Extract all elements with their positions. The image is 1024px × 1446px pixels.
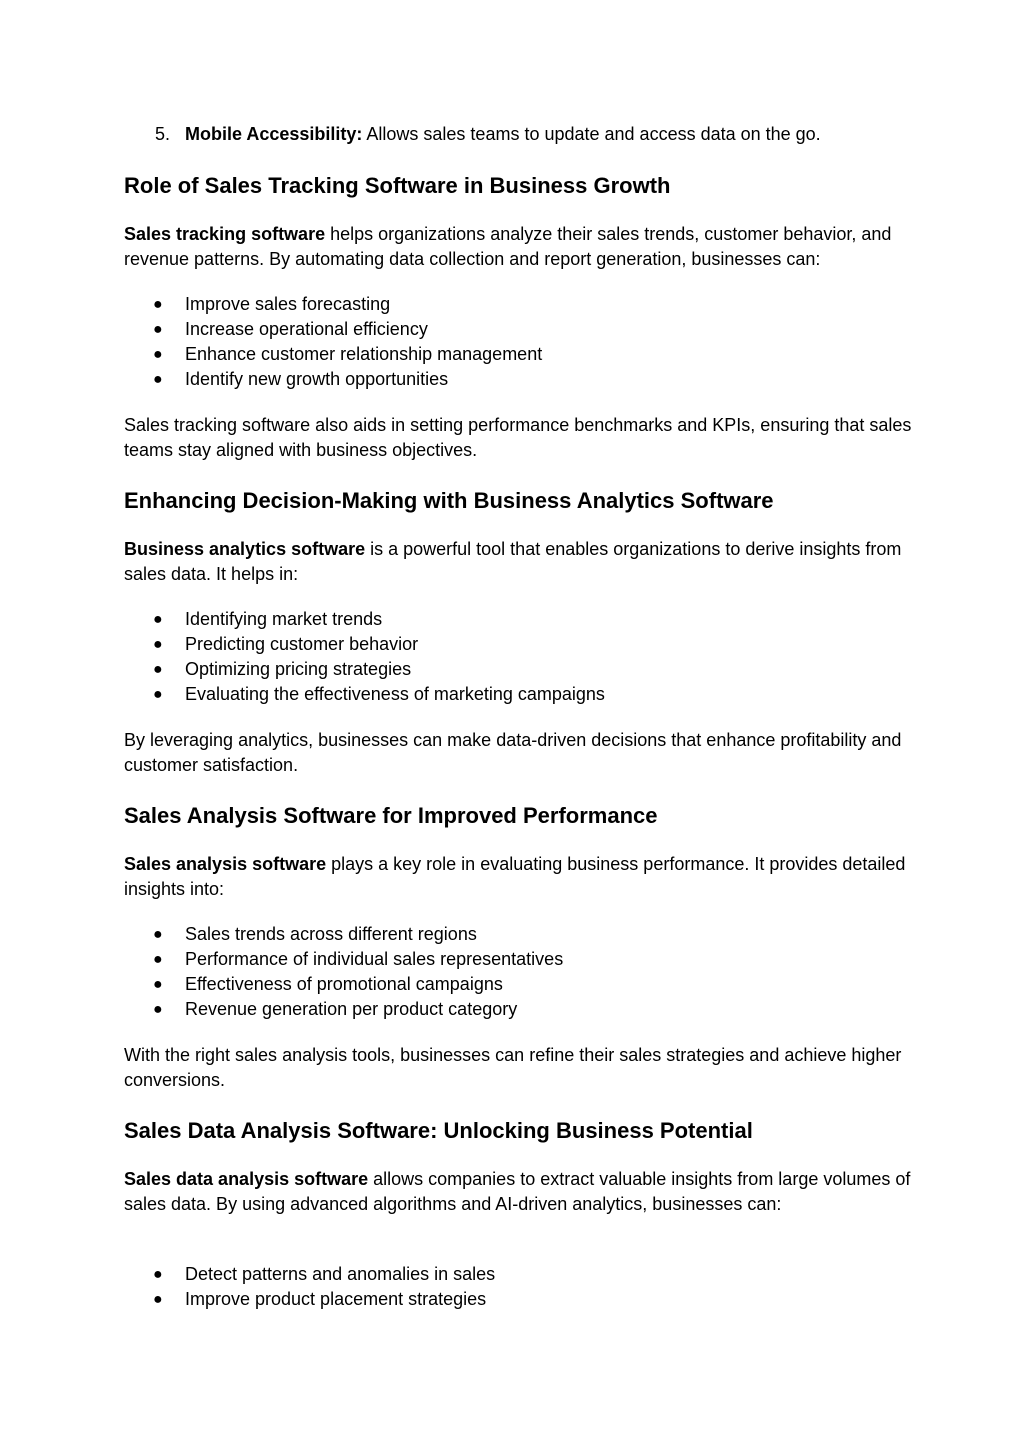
item-bold-label: Mobile Accessibility: <box>185 124 363 144</box>
bullet-icon: ● <box>153 951 163 968</box>
bullet-icon: ● <box>153 661 163 678</box>
list-item <box>124 317 914 342</box>
section-heading: Sales Analysis Software for Improved Performance <box>124 803 658 828</box>
list-item-text: Revenue generation per product category <box>185 999 518 1019</box>
list-item <box>124 972 914 997</box>
bullet-icon: ● <box>153 976 163 993</box>
section-heading: Role of Sales Tracking Software in Business Growth <box>124 173 671 198</box>
list-item <box>124 1262 914 1287</box>
intro-bold: Sales tracking software <box>124 224 326 244</box>
bullet-icon: ● <box>153 321 163 338</box>
list-item-text: Performance of individual sales representatives <box>185 949 564 969</box>
list-item <box>124 607 914 632</box>
list-item-text: Improve product placement strategies <box>185 1289 487 1309</box>
list-item <box>124 632 914 657</box>
bullet-icon: ● <box>153 636 163 653</box>
bullet-list <box>124 607 914 707</box>
intro-text: allows companies to extract valuable insights from large volumes of sales data. By using advanced algorithms and AI-driven analytics, businesses can: <box>124 1169 911 1214</box>
list-item <box>124 922 914 947</box>
section-intro <box>124 222 914 272</box>
list-item-text: Effectiveness of promotional campaigns <box>185 974 503 994</box>
bullet-icon: ● <box>153 611 163 628</box>
section-intro <box>124 852 914 902</box>
list-item <box>124 367 914 392</box>
list-number: 5. <box>155 124 171 144</box>
list-item-text: Identify new growth opportunities <box>185 369 449 389</box>
section-intro <box>124 1167 914 1217</box>
list-item <box>124 1287 914 1312</box>
list-item <box>124 682 914 707</box>
section-intro <box>124 537 914 587</box>
list-item-text: Identifying market trends <box>185 609 383 629</box>
item-text: Allows sales teams to update and access data on the go. <box>362 124 821 144</box>
list-item-text: Predicting customer behavior <box>185 634 419 654</box>
bullet-icon: ● <box>153 686 163 703</box>
intro-bold: Sales data analysis software <box>124 1169 369 1189</box>
bullet-list <box>124 922 914 1022</box>
bullet-icon: ● <box>153 1291 163 1308</box>
bullet-icon: ● <box>153 1266 163 1283</box>
bullet-icon: ● <box>153 371 163 388</box>
bullet-icon: ● <box>153 926 163 943</box>
list-item <box>124 122 914 147</box>
section-outro: With the right sales analysis tools, businesses can refine their sales strategies and achieve higher conversions. <box>124 1045 902 1090</box>
bullet-icon: ● <box>153 296 163 313</box>
list-item-text: Enhance customer relationship management <box>185 344 543 364</box>
list-item-text: Improve sales forecasting <box>185 294 391 314</box>
intro-text: helps organizations analyze their sales trends, customer behavior, and revenue patterns. By automating data collection and report generation, businesses can: <box>124 224 892 269</box>
list-item-text: Detect patterns and anomalies in sales <box>185 1264 496 1284</box>
intro-text: is a powerful tool that enables organizations to derive insights from sales data. It helps in: <box>124 539 902 584</box>
list-item <box>124 292 914 317</box>
intro-bold: Business analytics software <box>124 539 366 559</box>
list-item <box>124 947 914 972</box>
bullet-icon: ● <box>153 1001 163 1018</box>
numbered-list <box>124 122 914 147</box>
section-heading: Sales Data Analysis Software: Unlocking Business Potential <box>124 1118 753 1143</box>
section-outro: Sales tracking software also aids in setting performance benchmarks and KPIs, ensuring that sales teams stay aligned with business objectives. <box>124 415 912 460</box>
list-item <box>124 997 914 1022</box>
bullet-list <box>124 1262 914 1312</box>
bullet-list <box>124 292 914 392</box>
list-item-text: Sales trends across different regions <box>185 924 477 944</box>
list-item-text: Evaluating the effectiveness of marketing campaigns <box>185 684 605 704</box>
section-outro: By leveraging analytics, businesses can make data-driven decisions that enhance profitability and customer satisfaction. <box>124 730 902 775</box>
list-item <box>124 657 914 682</box>
section-heading: Enhancing Decision-Making with Business Analytics Software <box>124 488 774 513</box>
list-item <box>124 342 914 367</box>
intro-bold: Sales analysis software <box>124 854 327 874</box>
list-item-text: Increase operational efficiency <box>185 319 428 339</box>
list-item-text: Optimizing pricing strategies <box>185 659 412 679</box>
intro-text: plays a key role in evaluating business performance. It provides detailed insights into: <box>124 854 906 899</box>
bullet-icon: ● <box>153 346 163 363</box>
